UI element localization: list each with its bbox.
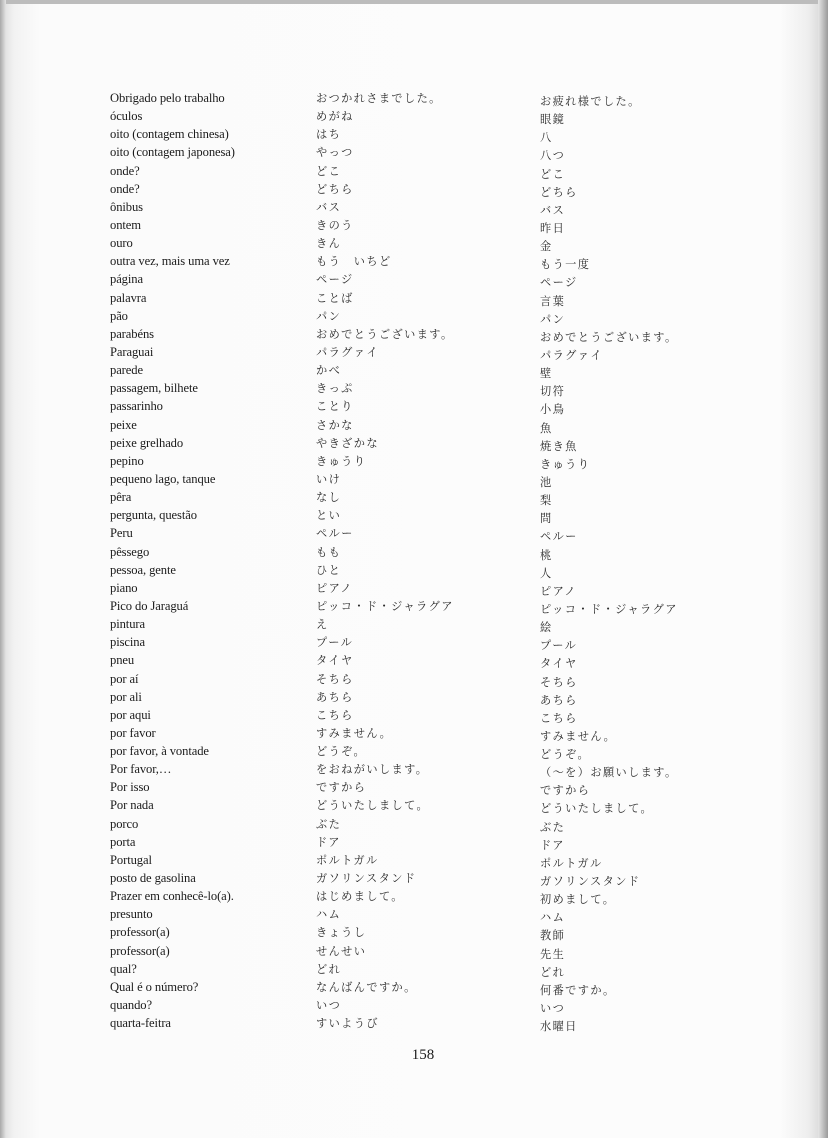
vocabulary-row <box>0 615 828 633</box>
kana-reading: ペルー <box>316 527 354 541</box>
vocabulary-list <box>0 89 828 1032</box>
kanji-writing: いつ <box>540 1002 566 1016</box>
kanji-writing: あちら <box>540 693 578 707</box>
kana-reading: かべ <box>316 364 342 378</box>
portuguese-term: pintura <box>110 617 145 632</box>
kanji-writing: 言葉 <box>540 294 566 308</box>
kana-reading: をおねがいします。 <box>316 763 429 777</box>
portuguese-term: porco <box>110 816 139 831</box>
kanji-writing: 水曜日 <box>540 1020 578 1034</box>
portuguese-term: piscina <box>110 635 145 650</box>
portuguese-term: óculos <box>110 109 143 124</box>
kanji-writing: どういたしまして。 <box>540 802 654 816</box>
portuguese-term: por favor <box>110 725 156 740</box>
portuguese-term: quarta-feitra <box>110 1016 171 1031</box>
kana-reading: はじめまして。 <box>316 890 404 904</box>
portuguese-term: por aqui <box>110 707 151 722</box>
portuguese-term: outra vez, mais uma vez <box>110 254 230 269</box>
kana-reading: タイヤ <box>316 654 354 668</box>
portuguese-term: peixe grelhado <box>110 435 184 450</box>
kanji-writing: パラグァイ <box>540 348 603 362</box>
kanji-writing: もう一度 <box>540 258 591 272</box>
kana-reading: すみません。 <box>316 726 393 740</box>
vocabulary-row <box>0 633 828 651</box>
vocabulary-row <box>0 724 828 742</box>
portuguese-term: parede <box>110 363 143 378</box>
kana-reading: きょうし <box>316 926 367 940</box>
page-number: 158 <box>411 1047 435 1063</box>
kana-reading: なし <box>316 491 342 505</box>
vocabulary-row <box>0 796 828 814</box>
portuguese-term: Por isso <box>110 780 150 795</box>
vocabulary-row <box>0 960 828 978</box>
vocabulary-row <box>0 506 828 524</box>
kana-reading: とい <box>316 509 342 523</box>
kanji-writing: きゅうり <box>540 457 591 471</box>
portuguese-term: palavra <box>110 290 147 305</box>
kana-reading: ぶた <box>316 817 342 831</box>
vocabulary-row <box>0 905 828 923</box>
kanji-writing: 焼き魚 <box>540 439 578 453</box>
vocabulary-row <box>0 742 828 760</box>
vocabulary-row <box>0 252 828 270</box>
kana-reading: せんせい <box>316 944 367 958</box>
kana-reading: どこ <box>316 164 342 178</box>
vocabulary-row <box>0 670 828 688</box>
kanji-writing: 桃 <box>540 548 553 562</box>
portuguese-term: Obrigado pelo trabalho <box>110 91 225 105</box>
kanji-writing: ハム <box>540 911 566 925</box>
kanji-writing: そちら <box>540 675 578 689</box>
kana-reading: こちら <box>316 708 354 722</box>
vocabulary-row <box>0 978 828 996</box>
vocabulary-row <box>0 234 828 252</box>
kana-reading: はち <box>316 128 342 142</box>
vocabulary-row <box>0 887 828 905</box>
kana-reading: ピッコ・ド・ジャラグア <box>316 599 454 613</box>
vocabulary-row <box>0 470 828 488</box>
kana-reading: もう いちど <box>316 255 392 269</box>
kanji-writing: 池 <box>540 475 553 489</box>
kanji-writing: パン <box>540 312 566 326</box>
kana-reading: おつかれさまでした。 <box>316 92 442 105</box>
portuguese-term: pergunta, questão <box>110 508 197 523</box>
kana-reading: ひと <box>316 563 342 577</box>
kanji-writing: 魚 <box>540 421 553 435</box>
kanji-writing: ペルー <box>540 530 578 544</box>
vocabulary-row <box>0 706 828 724</box>
portuguese-term: Prazer em conhecê-lo(a). <box>110 889 234 904</box>
vocabulary-row <box>0 397 828 415</box>
kanji-writing: ですから <box>540 784 591 798</box>
vocabulary-row <box>0 996 828 1014</box>
kana-reading: プール <box>316 636 354 650</box>
portuguese-term: oito (contagem chinesa) <box>110 127 229 142</box>
portuguese-term: ouro <box>110 236 133 251</box>
kanji-writing: ドア <box>540 838 565 852</box>
vocabulary-row <box>0 851 828 869</box>
kanji-writing: ピアノ <box>540 584 577 598</box>
kana-reading: ページ <box>316 273 354 287</box>
vocabulary-row <box>0 89 828 107</box>
page-top-edge <box>0 0 828 4</box>
vocabulary-row <box>0 379 828 397</box>
portuguese-term: ontem <box>110 217 141 232</box>
portuguese-term: oito (contagem japonesa) <box>110 145 235 160</box>
portuguese-term: Paraguai <box>110 344 154 359</box>
vocabulary-row <box>0 452 828 470</box>
portuguese-term: Portugal <box>110 852 152 867</box>
vocabulary-row <box>0 434 828 452</box>
kanji-writing: 人 <box>540 566 553 580</box>
kanji-writing: どちら <box>540 185 578 199</box>
vocabulary-row <box>0 125 828 143</box>
vocabulary-row <box>0 651 828 669</box>
portuguese-term: Peru <box>110 526 133 541</box>
kanji-writing: ぶた <box>540 820 566 834</box>
kana-reading: あちら <box>316 690 354 704</box>
kana-reading: いつ <box>316 999 342 1013</box>
kanji-writing: どうぞ。 <box>540 748 591 762</box>
kanji-writing: プール <box>540 639 578 653</box>
portuguese-term: professor(a) <box>110 925 170 940</box>
kanji-writing: 八 <box>540 131 553 145</box>
kana-reading: そちら <box>316 672 354 686</box>
kana-reading: ですから <box>316 781 367 795</box>
vocabulary-row <box>0 216 828 234</box>
vocabulary-row <box>0 815 828 833</box>
kana-reading: どういたしまして。 <box>316 799 430 813</box>
kanji-writing: 昨日 <box>540 221 566 235</box>
portuguese-term: por aí <box>110 671 139 686</box>
vocabulary-row <box>0 143 828 161</box>
kana-reading: バス <box>316 200 342 214</box>
portuguese-term: página <box>110 272 143 287</box>
kanji-writing: 絵 <box>540 621 553 635</box>
kanji-writing: 切符 <box>540 385 566 399</box>
kanji-writing: タイヤ <box>540 657 578 671</box>
kanji-writing: 問 <box>540 512 553 526</box>
portuguese-term: pequeno lago, tanque <box>110 471 216 486</box>
kanji-writing: 何番ですか。 <box>540 983 616 997</box>
portuguese-term: pêssego <box>110 544 150 559</box>
kanji-writing: 八つ <box>540 149 566 163</box>
kana-reading: きのう <box>316 218 354 232</box>
portuguese-term: pessoa, gente <box>110 562 176 577</box>
kana-reading: ことり <box>316 400 354 414</box>
kana-reading: すいようび <box>316 1017 379 1031</box>
kana-reading: もも <box>316 545 342 559</box>
kana-reading: きゅうり <box>316 454 367 468</box>
portuguese-term: presunto <box>110 907 153 922</box>
portuguese-term: qual? <box>110 961 137 976</box>
portuguese-term: piano <box>110 580 138 595</box>
kana-reading: やきざかな <box>316 436 379 450</box>
portuguese-term: pão <box>110 308 128 323</box>
vocabulary-row <box>0 543 828 561</box>
kanji-writing: おめでとうございます。 <box>540 330 678 344</box>
kana-reading: きっぷ <box>316 382 354 396</box>
portuguese-term: passagem, bilhete <box>110 381 198 396</box>
portuguese-term: onde? <box>110 181 140 196</box>
kanji-writing: どこ <box>540 167 566 181</box>
kanji-writing: バス <box>540 203 566 217</box>
portuguese-term: passarinho <box>110 399 163 414</box>
kana-reading: どれ <box>316 962 342 976</box>
kana-reading: きん <box>316 237 342 251</box>
portuguese-term: Pico do Jaraguá <box>110 598 189 613</box>
vocabulary-row <box>0 833 828 851</box>
vocabulary-row <box>0 343 828 361</box>
kana-reading: なんばんですか。 <box>316 980 417 994</box>
portuguese-term: por favor, à vontade <box>110 744 209 759</box>
portuguese-term: onde? <box>110 163 140 178</box>
vocabulary-row <box>0 561 828 579</box>
kana-reading: めがね <box>316 110 354 124</box>
vocabulary-row <box>0 778 828 796</box>
kanji-writing: 壁 <box>540 367 553 381</box>
vocabulary-row <box>0 923 828 941</box>
kanji-writing: ガソリンスタンド <box>540 875 641 889</box>
kana-reading: おめでとうございます。 <box>316 327 454 341</box>
vocabulary-row <box>0 198 828 216</box>
kanji-writing: 教師 <box>540 929 566 943</box>
kanji-writing: （～を）お願いします。 <box>540 766 678 780</box>
kana-reading: ことば <box>316 291 354 305</box>
kana-reading: パン <box>316 309 342 323</box>
vocabulary-row <box>0 361 828 379</box>
vocabulary-row <box>0 760 828 778</box>
portuguese-term: parabéns <box>110 326 154 341</box>
kanji-writing: ポルトガル <box>540 856 603 870</box>
portuguese-term: Por nada <box>110 798 154 813</box>
vocabulary-row <box>0 416 828 434</box>
vocabulary-row <box>0 325 828 343</box>
vocabulary-row <box>0 524 828 542</box>
kana-reading: ポルトガル <box>316 853 379 867</box>
kanji-writing: こちら <box>540 711 578 725</box>
portuguese-term: pneu <box>110 653 135 668</box>
kanji-writing: 梨 <box>540 494 553 508</box>
kanji-writing: 小鳥 <box>540 403 566 417</box>
portuguese-term: porta <box>110 834 136 849</box>
portuguese-term: Por favor,… <box>110 762 172 777</box>
kana-reading: いけ <box>316 472 342 486</box>
vocabulary-row <box>0 488 828 506</box>
kana-reading: さかな <box>316 418 354 432</box>
portuguese-term: ônibus <box>110 199 143 214</box>
kana-reading: パラグァイ <box>316 345 379 359</box>
kana-reading: え <box>316 618 329 632</box>
portuguese-term: pêra <box>110 490 132 505</box>
kanji-writing: ピッコ・ド・ジャラグア <box>540 602 678 616</box>
kanji-writing: お疲れ様でした。 <box>540 95 641 108</box>
portuguese-term: professor(a) <box>110 943 170 958</box>
vocabulary-row <box>0 1014 828 1032</box>
vocabulary-row <box>0 942 828 960</box>
portuguese-term: peixe <box>110 417 137 432</box>
kanji-writing: 先生 <box>540 947 566 961</box>
kanji-writing: 眼鏡 <box>540 113 566 127</box>
kana-reading: どうぞ。 <box>316 745 367 759</box>
portuguese-term: por ali <box>110 689 142 704</box>
vocabulary-row <box>0 869 828 887</box>
vocabulary-row <box>0 688 828 706</box>
kana-reading: ハム <box>316 908 342 922</box>
vocabulary-row <box>0 270 828 288</box>
kana-reading: ガソリンスタンド <box>316 872 417 886</box>
kanji-writing: すみません。 <box>540 729 617 743</box>
kana-reading: ドア <box>316 835 341 849</box>
vocabulary-row <box>0 307 828 325</box>
portuguese-term: quando? <box>110 998 152 1013</box>
vocabulary-row <box>0 162 828 180</box>
vocabulary-row <box>0 107 828 125</box>
kanji-writing: どれ <box>540 965 566 979</box>
vocabulary-row <box>0 180 828 198</box>
kanji-writing: 金 <box>540 240 553 254</box>
portuguese-term: pepino <box>110 453 144 468</box>
kana-reading: やっつ <box>316 146 354 160</box>
vocabulary-row <box>0 289 828 307</box>
portuguese-term: Qual é o número? <box>110 979 199 994</box>
portuguese-term: posto de gasolina <box>110 871 196 886</box>
kanji-writing: 初めまして。 <box>540 893 616 907</box>
kana-reading: ピアノ <box>316 581 353 595</box>
vocabulary-row <box>0 579 828 597</box>
vocabulary-row <box>0 597 828 615</box>
kanji-writing: ページ <box>540 276 578 290</box>
kana-reading: どちら <box>316 182 354 196</box>
